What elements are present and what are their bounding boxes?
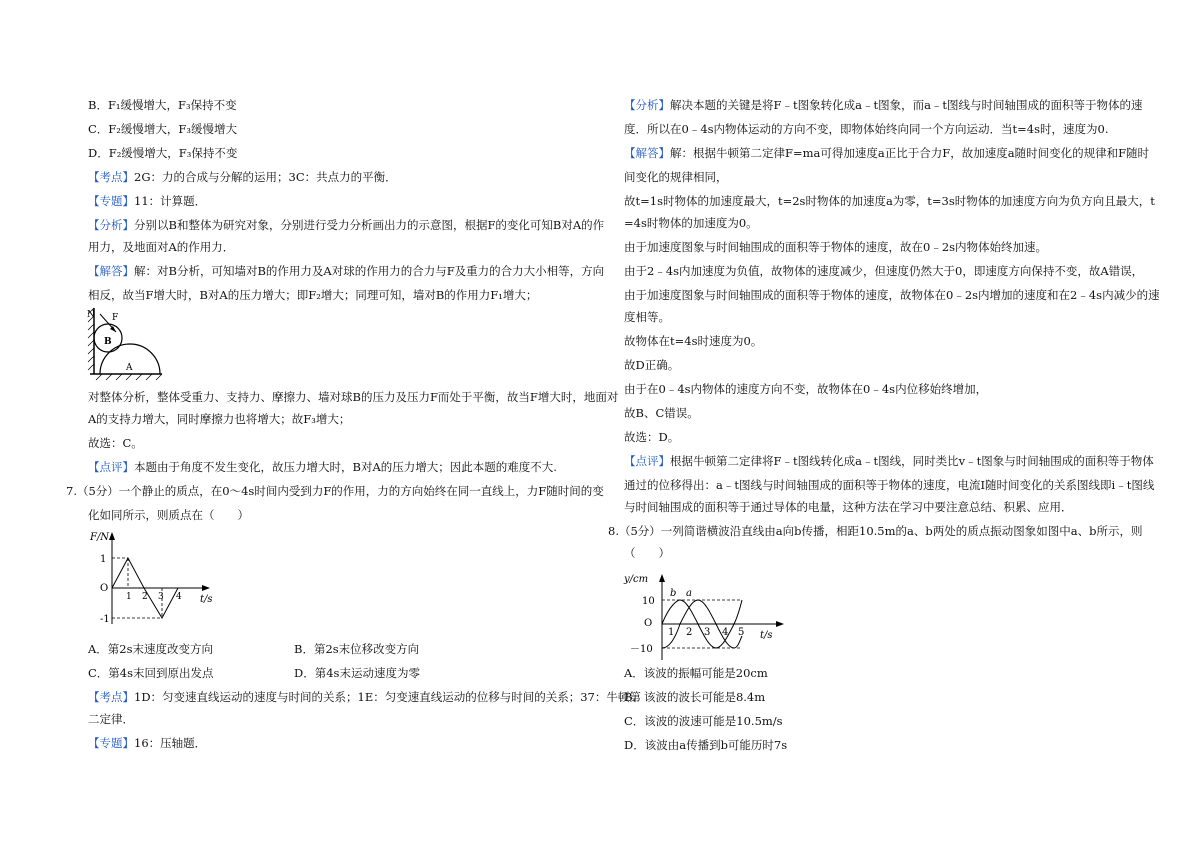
after-line1: 对整体分析，整体受重力、支持力、摩擦力、墙对球B的压力及压力F而处于平衡，故当F增大时，地面对 (88, 390, 619, 404)
r-dianping (624, 454, 1154, 468)
label-b: B (104, 337, 112, 347)
r-dianping-tag: 【点评】 (624, 454, 670, 468)
after-line2: A的支持力增大，同时摩擦力也将增大；故F₃增大； (88, 412, 351, 426)
fenxi-tag: 【分析】 (88, 218, 134, 232)
f-t-x1: 1 (126, 592, 132, 602)
q8-option-c: C．该波的波速可能是10.5m/s (624, 714, 783, 728)
kaodian (88, 170, 397, 184)
option-b: B．F₁缓慢增大，F₃保持不变 (88, 98, 237, 112)
f-t-x3: 3 (158, 592, 164, 602)
q7-zhuanti-text: 16：压轴题． (134, 736, 207, 750)
r-fenxi-tag: 【分析】 (624, 98, 670, 112)
zhuanti-text: 11：计算题． (134, 194, 207, 208)
vib-x3: 3 (704, 627, 711, 638)
r-line6: 由于2﹣4s内加速度为负值，故物体的速度减少，但速度仍然大于0，即速度方向保持不变，故A错误， (624, 264, 1144, 278)
zhuanti (88, 194, 206, 208)
f-t-origin: O (100, 583, 109, 594)
kaodian-text: 2G：力的合成与分解的运用；3C：共点力的平衡． (134, 170, 397, 184)
vib-label-b: b (670, 588, 677, 599)
zhuanti-tag: 【专题】 (88, 194, 134, 208)
option-d: D．F₂缓慢增大，F₃保持不变 (88, 146, 238, 160)
vib-xlabel: t/s (760, 630, 773, 641)
r-line12: 故B、C错误。 (624, 406, 699, 420)
q7-option-a: A．第2s末速度改变方向 (88, 642, 214, 656)
r-fenxi-line2: 度．所以在0﹣4s内物体运动的方向不变，即物体始终向同一个方向运动．当t=4s时，速度为0. (624, 122, 1109, 136)
label-a: A (126, 363, 133, 373)
r-jieda-text: 解：根据牛顿第二定律F=ma可得加速度a正比于合力F，故加速度a随时间变化的规律和F随时 (670, 146, 1150, 160)
r-line3: 故t=1s时物体的加速度最大，t=2s时物体的加速度a为零，t=3s时物体的加速度方向为负方向且最大，t (624, 194, 1155, 208)
vib-ylabel: y/cm (624, 574, 649, 585)
q7-option-d: D．第4s末运动速度为零 (294, 666, 420, 680)
f-t-ylabel: F/N (90, 532, 110, 543)
vib-yneg10: －10 (630, 644, 653, 655)
label-f: F (112, 313, 119, 323)
r-dianping-line3: 与时间轴围成的面积等于通过导体的电量，这种方法在学习中要注意总结、积累、应用． (624, 500, 1073, 514)
vib-y10: 10 (642, 596, 655, 607)
q7-zhuanti (88, 736, 206, 750)
vib-x2: 2 (686, 627, 693, 638)
dianping-text: 本题由于角度不发生变化，故压力增大时，B对A的压力增大；因此本题的难度不大. (134, 460, 557, 474)
jieda-line2: 相反，故当F增大时，B对A的压力增大；即F₂增大；同理可知，墙对B的作用力F₁增大； (88, 288, 538, 302)
label-n: N (87, 310, 95, 320)
question-7: 7.（5分）一个静止的质点，在0～4s时间内受到力F的作用，力的方向始终在同一直线上，力F随时间的变 (66, 484, 604, 498)
kaodian-tag: 【考点】 (88, 170, 134, 184)
q7-zhuanti-tag: 【专题】 (88, 736, 134, 750)
r-jieda (624, 146, 1149, 160)
question-8: 8.（5分）一列简谐横波沿直线由a向b传播，相距10.5m的a、b两处的质点振动图象如图中a、b所示，则 (608, 524, 1143, 538)
r-line7: 由于加速度图象与时间轴围成的面积等于物体的速度，故物体在0﹣2s内增加的速度和在2﹣4s内减少的速 (624, 288, 1160, 302)
jieda-text: 解：对B分析，可知墙对B的作用力及A对球的作用力的合力与F及重力的合力大小相等，方向 (134, 264, 605, 278)
question-8-line2: （ ） (624, 546, 670, 560)
vib-origin: O (644, 618, 653, 629)
fenxi-line2: 用力，及地面对A的作用力． (88, 240, 235, 254)
question-7-line2: 化如同所示，则质点在（ ） (88, 508, 249, 522)
r-line8: 度相等。 (624, 310, 670, 324)
vib-x4: 4 (722, 627, 729, 638)
q8-option-d: D．该波由a传播到b可能历时7s (624, 738, 788, 752)
f-t-yneg: -1 (100, 614, 110, 625)
vib-x1: 1 (668, 627, 675, 638)
r-dianping-line2: 通过的位移得出：a﹣t图线与时间轴围成的面积等于物体的速度，电流I随时间变化的关系图线即i﹣t图线 (624, 478, 1155, 492)
force-diagram-figure (86, 306, 166, 382)
jieda (88, 264, 604, 278)
r-jieda-line2: 间变化的规律相同， (624, 170, 728, 184)
f-t-xlabel: t/s (200, 594, 213, 605)
r-line9: 故物体在t=4s时速度为0。 (624, 334, 763, 348)
vib-label-a: a (686, 588, 692, 599)
q8-option-a: A．该波的振幅可能是20cm (624, 666, 768, 680)
f-t-y1: 1 (100, 554, 107, 565)
r-line13: 故选：D。 (624, 430, 680, 444)
vibration-graph (620, 568, 790, 664)
f-t-x4: 4 (176, 592, 182, 602)
r-fenxi (624, 98, 1143, 112)
dianping (88, 460, 557, 474)
r-jieda-tag: 【解答】 (624, 146, 670, 160)
vib-x5: 5 (738, 627, 745, 638)
r-line4: =4s时物体的加速度为0。 (624, 216, 758, 230)
r-line5: 由于加速度图象与时间轴围成的面积等于物体的速度，故在0﹣2s内物体始终加速。 (624, 240, 1048, 254)
q7-kaodian-tag: 【考点】 (88, 690, 134, 704)
f-t-graph (84, 528, 214, 632)
q7-kaodian (88, 690, 641, 704)
q7-kaodian-text: 1D：匀变速直线运动的速度与时间的关系；1E：匀变速直线运动的位移与时间的关系；37：牛顿第 (134, 690, 641, 704)
option-c: C．F₂缓慢增大，F₃缓慢增大 (88, 122, 237, 136)
fenxi-text: 分别以B和整体为研究对象，分别进行受力分析画出力的示意图，根据F的变化可知B对A的作 (134, 218, 605, 232)
q7-kaodian-line2: 二定律． (88, 712, 134, 726)
answer-choice: 故选：C。 (88, 436, 143, 450)
q7-option-c: C．第4s末回到原出发点 (88, 666, 214, 680)
fenxi (88, 218, 604, 232)
f-t-x2: 2 (142, 592, 148, 602)
r-line10: 故D正确。 (624, 358, 680, 372)
q7-option-b: B．第2s末位移改变方向 (294, 642, 420, 656)
r-line11: 由于在0﹣4s内物体的速度方向不变，故物体在0﹣4s内位移始终增加， (624, 382, 988, 396)
dianping-tag: 【点评】 (88, 460, 134, 474)
q8-option-b: B．该波的波长可能是8.4m (624, 690, 766, 704)
jieda-tag: 【解答】 (88, 264, 134, 278)
r-dianping-text: 根据牛顿第二定律将F﹣t图线转化成a﹣t图线，同时类比v﹣t图象与时间轴围成的面积等于物体 (670, 454, 1154, 468)
r-fenxi-text: 解决本题的关键是将F﹣t图象转化成a﹣t图象，而a﹣t图线与时间轴围成的面积等于物体的速 (670, 98, 1143, 112)
